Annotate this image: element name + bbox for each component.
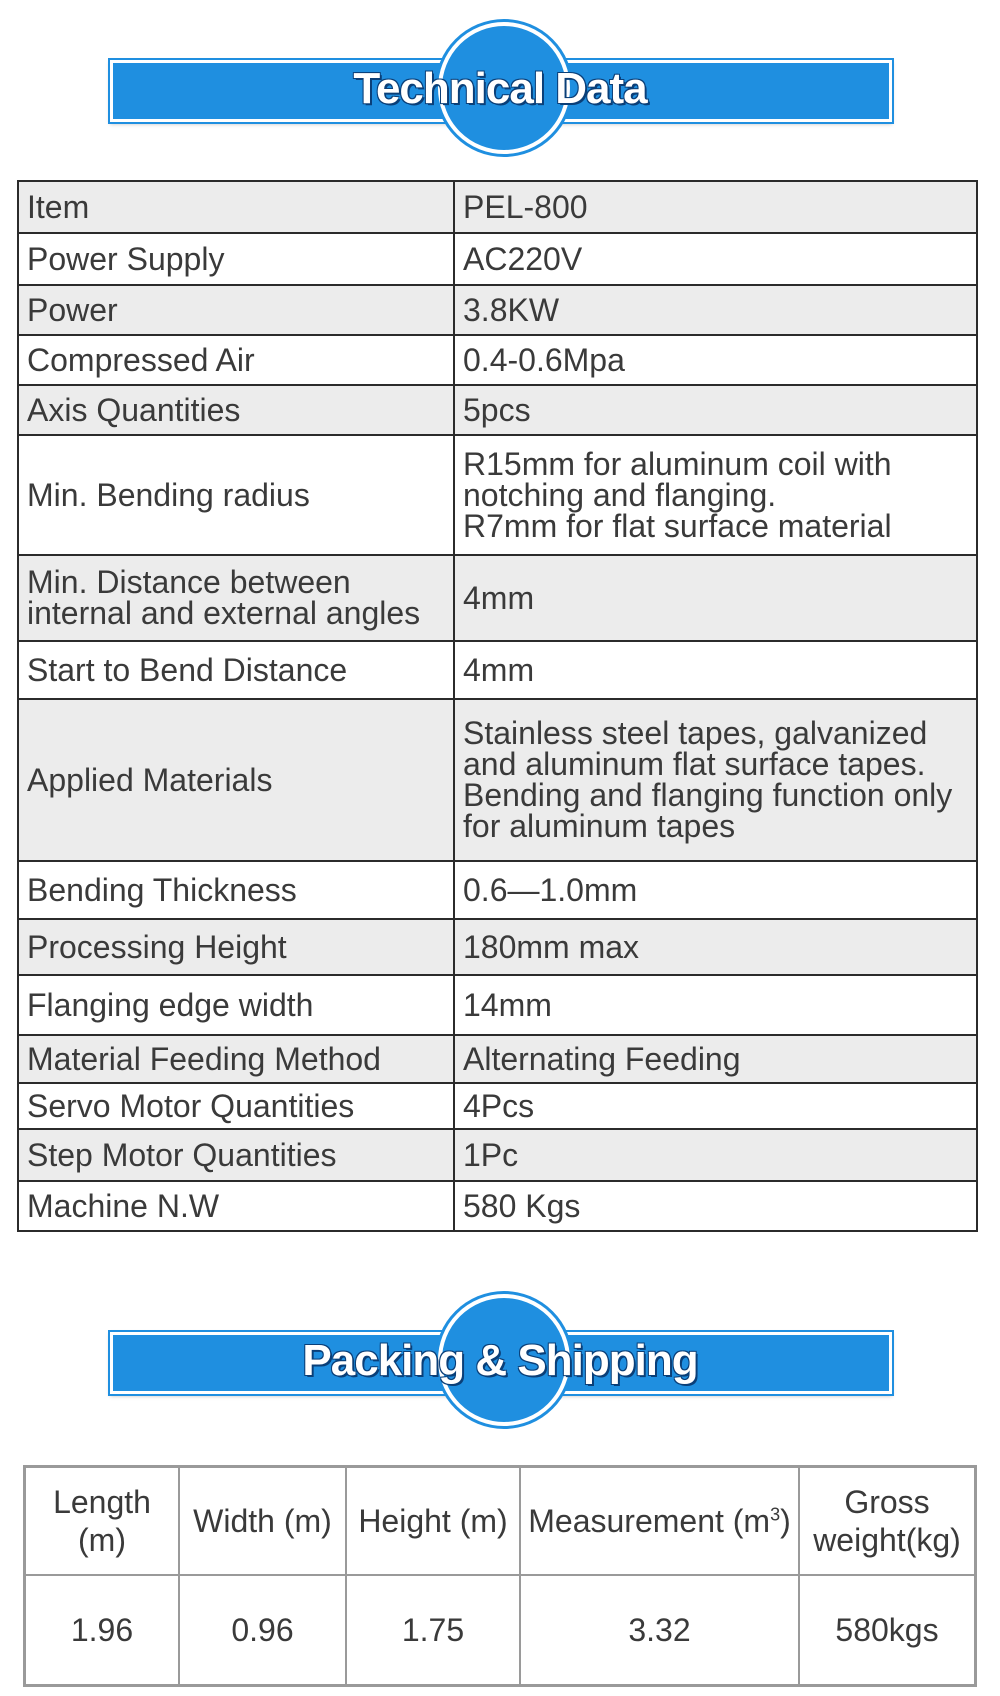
spec-value: Alternating Feeding bbox=[454, 1035, 977, 1083]
spec-value: R15mm for aluminum coil with notching and flanging. R7mm for flat surface material bbox=[454, 435, 977, 555]
table-row bbox=[18, 1129, 977, 1181]
spec-label: Min. Bending radius bbox=[18, 435, 454, 555]
spec-label: Machine N.W bbox=[18, 1181, 454, 1231]
spec-value: 580 Kgs bbox=[454, 1181, 977, 1231]
table-row bbox=[18, 555, 977, 641]
spec-label: Compressed Air bbox=[18, 335, 454, 385]
spec-label: Processing Height bbox=[18, 919, 454, 975]
table-row bbox=[18, 335, 977, 385]
spec-label: Power Supply bbox=[18, 233, 454, 285]
value-gross-weight: 580kgs bbox=[799, 1575, 976, 1686]
packing-table bbox=[23, 1465, 977, 1687]
header-gross-weight: Gross weight(kg) bbox=[799, 1467, 976, 1576]
spec-label: Item bbox=[18, 181, 454, 233]
spec-value: AC220V bbox=[454, 233, 977, 285]
table-row bbox=[18, 435, 977, 555]
spec-value: 4Pcs bbox=[454, 1083, 977, 1129]
spec-label: Bending Thickness bbox=[18, 861, 454, 919]
spec-value: 4mm bbox=[454, 555, 977, 641]
technical-data-table bbox=[17, 180, 978, 1232]
header-height: Height (m) bbox=[346, 1467, 520, 1576]
spec-label: Servo Motor Quantities bbox=[18, 1083, 454, 1129]
spec-value: 1Pc bbox=[454, 1129, 977, 1181]
spec-value: 0.4-0.6Mpa bbox=[454, 335, 977, 385]
table-row bbox=[18, 699, 977, 861]
value-length: 1.96 bbox=[25, 1575, 180, 1686]
table-row bbox=[18, 285, 977, 335]
spec-label: Start to Bend Distance bbox=[18, 641, 454, 699]
value-width: 0.96 bbox=[179, 1575, 346, 1686]
spec-value: Stainless steel tapes, galvanized and aluminum flat surface tapes. Bending and flanging function only for aluminum tapes bbox=[454, 699, 977, 861]
spec-label: Flanging edge width bbox=[18, 975, 454, 1035]
table-row bbox=[18, 641, 977, 699]
technical-data-banner bbox=[0, 22, 1000, 152]
spec-label: Power bbox=[18, 285, 454, 335]
spec-value: 14mm bbox=[454, 975, 977, 1035]
table-row bbox=[18, 181, 977, 233]
section-title: Technical Data bbox=[353, 64, 647, 113]
section-title: Packing & Shipping bbox=[302, 1336, 698, 1385]
header-measurement: Measurement $(m^3)$ bbox=[520, 1467, 799, 1576]
table-row bbox=[18, 1035, 977, 1083]
spec-value: 3.8KW bbox=[454, 285, 977, 335]
spec-value: 180mm max bbox=[454, 919, 977, 975]
packing-header-row bbox=[25, 1467, 976, 1576]
table-row bbox=[18, 861, 977, 919]
spec-label: Material Feeding Method bbox=[18, 1035, 454, 1083]
spec-value: 4mm bbox=[454, 641, 977, 699]
spec-value: PEL-800 bbox=[454, 181, 977, 233]
header-length: Length (m) bbox=[25, 1467, 180, 1576]
table-row bbox=[18, 233, 977, 285]
table-row bbox=[18, 1181, 977, 1231]
spec-label: Axis Quantities bbox=[18, 385, 454, 435]
value-measurement: 3.32 bbox=[520, 1575, 799, 1686]
value-height: 1.75 bbox=[346, 1575, 520, 1686]
spec-label: Min. Distance between internal and external angles bbox=[18, 555, 454, 641]
table-row bbox=[18, 919, 977, 975]
packing-data-row bbox=[25, 1575, 976, 1686]
spec-value: 0.6—1.0mm bbox=[454, 861, 977, 919]
packing-shipping-banner bbox=[0, 1294, 1000, 1424]
header-width: Width (m) bbox=[179, 1467, 346, 1576]
spec-label: Applied Materials bbox=[18, 699, 454, 861]
table-row bbox=[18, 1083, 977, 1129]
table-row bbox=[18, 975, 977, 1035]
spec-label: Step Motor Quantities bbox=[18, 1129, 454, 1181]
table-row bbox=[18, 385, 977, 435]
spec-value: 5pcs bbox=[454, 385, 977, 435]
